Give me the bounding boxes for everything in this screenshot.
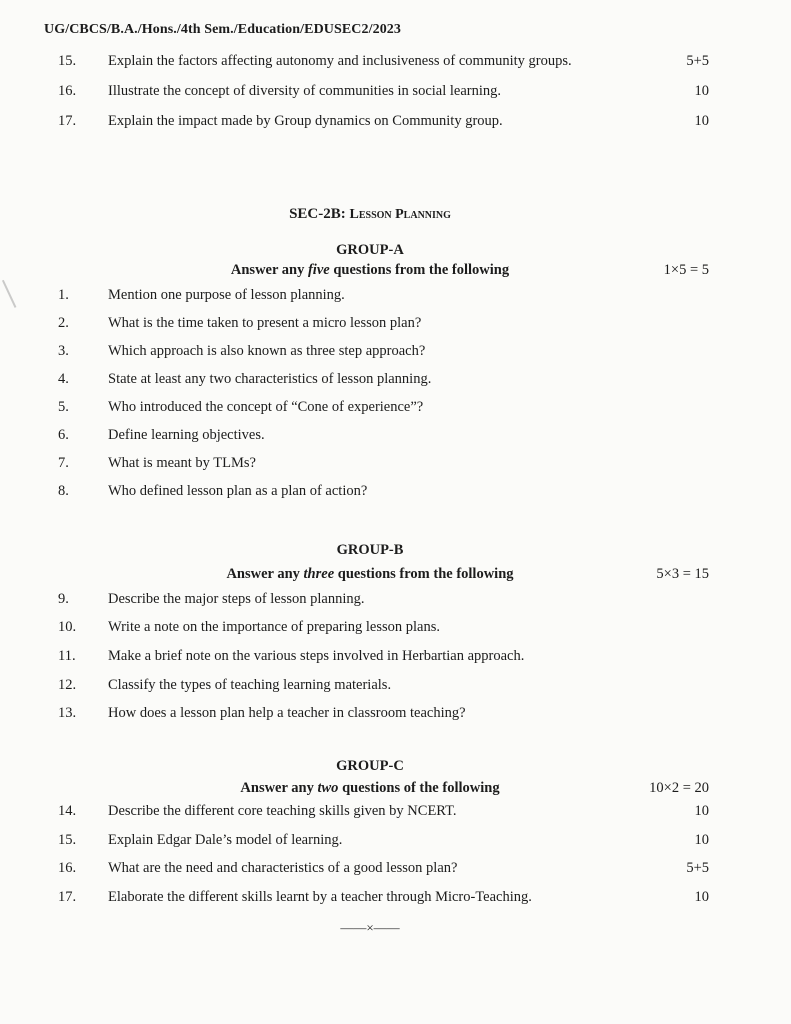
question-text: Who defined lesson plan as a plan of action? xyxy=(108,483,368,499)
question-row xyxy=(0,675,791,695)
instruction-text: questions of the following xyxy=(338,780,500,796)
group-b-marks: 5×3 = 15 xyxy=(656,566,709,582)
question-number: 5. xyxy=(58,399,69,415)
question-text: How does a lesson plan help a teacher in classroom teaching? xyxy=(108,705,466,721)
question-row xyxy=(0,801,791,821)
question-row xyxy=(0,51,791,71)
question-row xyxy=(0,617,791,637)
question-text: Define learning objectives. xyxy=(108,427,265,443)
question-row xyxy=(0,453,791,473)
question-row xyxy=(0,589,791,609)
question-row xyxy=(0,646,791,666)
question-text: Describe the major steps of lesson planning. xyxy=(108,591,365,607)
question-row xyxy=(0,425,791,445)
question-row xyxy=(0,887,791,907)
question-row xyxy=(0,830,791,850)
question-number: 6. xyxy=(58,427,69,443)
question-number: 15. xyxy=(58,832,77,848)
question-text: Make a brief note on the various steps involved in Herbartian approach. xyxy=(108,648,525,664)
question-number: 8. xyxy=(58,483,69,499)
end-of-paper-mark: ——×—— xyxy=(340,920,400,935)
question-number: 12. xyxy=(58,677,77,693)
question-row xyxy=(0,81,791,101)
group-a-marks: 1×5 = 5 xyxy=(663,262,709,278)
question-number: 4. xyxy=(58,371,69,387)
question-number: 1. xyxy=(58,287,69,303)
question-number: 9. xyxy=(58,591,69,607)
question-row xyxy=(0,703,791,723)
question-row xyxy=(0,369,791,389)
question-text: Explain Edgar Dale’s model of learning. xyxy=(108,832,343,848)
question-number: 10. xyxy=(58,619,77,635)
instruction-emphasis: two xyxy=(317,780,339,796)
group-c-title: GROUP-C xyxy=(336,758,404,774)
question-number: 17. xyxy=(58,113,77,129)
question-text: State at least any two characteristics of lesson planning. xyxy=(108,371,432,387)
question-text: What is meant by TLMs? xyxy=(108,455,256,471)
instruction-text: Answer any xyxy=(226,566,304,582)
paper-code-header: UG/CBCS/B.A./Hons./4th Sem./Education/EDUSEC2/2023 xyxy=(44,22,402,37)
question-marks: 10 xyxy=(694,803,709,819)
question-text: Mention one purpose of lesson planning. xyxy=(108,287,345,303)
group-c-marks: 10×2 = 20 xyxy=(649,780,709,796)
question-marks: 5+5 xyxy=(686,53,709,69)
question-number: 7. xyxy=(58,455,69,471)
question-marks: 10 xyxy=(694,889,709,905)
question-text: What are the need and characteristics of a good lesson plan? xyxy=(108,860,458,876)
question-number: 11. xyxy=(58,648,76,664)
question-text: Write a note on the importance of preparing lesson plans. xyxy=(108,619,441,635)
instruction-emphasis: five xyxy=(307,262,330,278)
question-row xyxy=(0,111,791,131)
section-name: Lesson Planning xyxy=(349,207,451,222)
question-number: 13. xyxy=(58,705,77,721)
group-b-instruction-row xyxy=(0,564,791,584)
question-text: Explain the impact made by Group dynamics on Community group. xyxy=(108,113,503,129)
group-a-instruction xyxy=(0,260,740,280)
instruction-text: Answer any xyxy=(230,262,308,278)
question-text: Explain the factors affecting autonomy and inclusiveness of community groups. xyxy=(108,53,572,69)
question-text: Illustrate the concept of diversity of communities in social learning. xyxy=(108,83,502,99)
question-row xyxy=(0,481,791,501)
group-a-instruction-row xyxy=(0,260,791,280)
section-code: SEC-2B: xyxy=(289,206,346,222)
instruction-text: questions from the following xyxy=(329,262,510,278)
question-number: 3. xyxy=(58,343,69,359)
section-title xyxy=(0,204,740,225)
question-row xyxy=(0,313,791,333)
question-text: What is the time taken to present a micro lesson plan? xyxy=(108,315,422,331)
question-marks: 10 xyxy=(694,83,709,99)
question-number: 16. xyxy=(58,860,77,876)
question-row xyxy=(0,397,791,417)
group-b-title: GROUP-B xyxy=(336,542,404,558)
group-c-instruction-row xyxy=(0,778,791,798)
question-text: Describe the different core teaching skills given by NCERT. xyxy=(108,803,457,819)
question-number: 17. xyxy=(58,889,77,905)
question-text: Which approach is also known as three step approach? xyxy=(108,343,426,359)
group-c-instruction xyxy=(0,778,740,798)
question-number: 15. xyxy=(58,53,77,69)
question-number: 14. xyxy=(58,803,77,819)
question-marks: 5+5 xyxy=(686,860,709,876)
question-text: Who introduced the concept of “Cone of experience”? xyxy=(108,399,424,415)
question-number: 2. xyxy=(58,315,69,331)
question-marks: 10 xyxy=(694,113,709,129)
question-text: Classify the types of teaching learning materials. xyxy=(108,677,392,693)
question-row xyxy=(0,858,791,878)
instruction-text: Answer any xyxy=(240,780,318,796)
group-a-title: GROUP-A xyxy=(336,242,404,258)
question-marks: 10 xyxy=(694,832,709,848)
question-row xyxy=(0,341,791,361)
question-text: Elaborate the different skills learnt by a teacher through Micro-Teaching. xyxy=(108,889,532,905)
instruction-text: questions from the following xyxy=(334,566,514,582)
instruction-emphasis: three xyxy=(303,566,335,582)
question-row xyxy=(0,285,791,305)
question-number: 16. xyxy=(58,83,77,99)
group-b-instruction xyxy=(0,564,740,584)
